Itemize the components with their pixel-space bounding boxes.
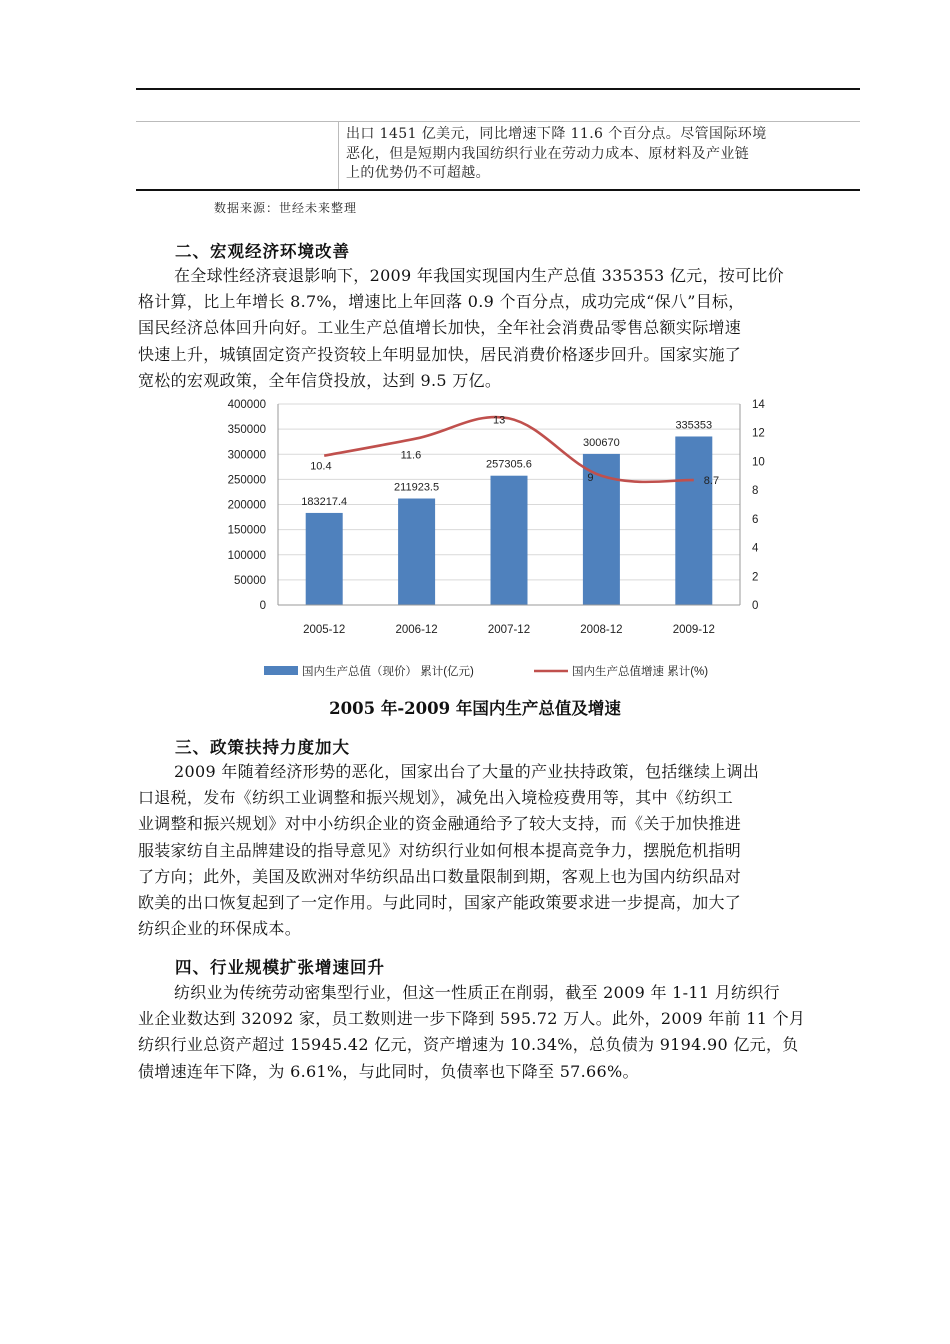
bar-value-label: 335353 bbox=[675, 419, 713, 432]
x-tick-label: 2007-12 bbox=[487, 624, 531, 636]
y-left-tick-label: 50000 bbox=[234, 574, 266, 587]
paragraph-line: 业调整和振兴规划》对中小纺织企业的资金融通给予了较大支持，而《关于加快推进 bbox=[138, 814, 742, 834]
chart-caption: 2005 年-2009 年国内生产总值及增速 bbox=[329, 699, 621, 718]
legend-bar-label: 国内生产总值（现价） 累计(亿元) bbox=[302, 666, 474, 678]
x-tick-label: 2008-12 bbox=[580, 624, 623, 636]
y-right-tick-label: 6 bbox=[752, 513, 759, 526]
paragraph-line: 业企业数达到 32092 家，员工数则进一步下降到 595.72 万人。此外，2009 年前 11 个月 bbox=[138, 1009, 806, 1029]
section-4-heading: 四、行业规模扩张增速回升 bbox=[175, 958, 385, 977]
section-4-paragraph bbox=[138, 980, 860, 1085]
table-column-divider bbox=[338, 122, 339, 189]
growth-line bbox=[324, 417, 694, 482]
chart-line-series bbox=[324, 417, 694, 482]
paragraph-line: 纺织行业总资产超过 15945.42 亿元，资产增速为 10.34%，总负债为 9194.90 亿元，负 bbox=[138, 1035, 799, 1055]
bar bbox=[306, 513, 343, 605]
line-value-label: 9 bbox=[587, 471, 594, 484]
y-right-tick-label: 10 bbox=[752, 456, 765, 469]
source-note: 数据来源：世经未来整理 bbox=[214, 201, 358, 215]
section-3-heading: 三、政策扶持力度加大 bbox=[175, 738, 350, 757]
x-tick-label: 2005-12 bbox=[303, 624, 346, 636]
y-left-tick-label: 200000 bbox=[227, 499, 266, 512]
y-left-tick-label: 150000 bbox=[227, 524, 266, 537]
line-value-label: 13 bbox=[493, 414, 506, 427]
legend-line-label: 国内生产总值增速 累计(%) bbox=[572, 666, 709, 678]
bar bbox=[398, 499, 435, 605]
y-right-tick-label: 2 bbox=[752, 571, 759, 584]
y-right-tick-label: 8 bbox=[752, 485, 759, 498]
legend-bar-swatch bbox=[264, 666, 298, 675]
paragraph-line: 国民经济总体回升向好。工业生产总值增长加快，全年社会消费品零售总额实际增速 bbox=[138, 318, 742, 338]
y-right-tick-label: 12 bbox=[752, 427, 765, 440]
paragraph-line: 欧美的出口恢复起到了一定作用。与此同时，国家产能政策要求进一步提高，加大了 bbox=[138, 893, 742, 913]
section-3-paragraph bbox=[138, 759, 860, 942]
x-tick-label: 2006-12 bbox=[395, 624, 438, 636]
y-left-tick-label: 250000 bbox=[227, 474, 266, 487]
table-cell-line: 出口 1451 亿美元，同比增速下降 11.6 个百分点。尽管国际环境 bbox=[346, 126, 767, 142]
paragraph-line: 服装家纺自主品牌建设的指导意见》对纺织行业如何根本提高竞争力，摆脱危机指明 bbox=[138, 840, 742, 860]
paragraph-line: 格计算，比上年增长 8.7%，增速比上年回落 0.9 个百分点，成功完成“保八”目标， bbox=[138, 292, 745, 312]
paragraph-line: 纺织企业的环保成本。 bbox=[138, 919, 302, 939]
bar-value-label: 183217.4 bbox=[301, 495, 348, 508]
paragraph-line: 在全球性经济衰退影响下，2009 年我国实现国内生产总值 335353 亿元，按可比价 bbox=[174, 266, 784, 285]
paragraph-line: 快速上升，城镇固定资产投资较上年明显加快，居民消费价格逐步回升。国家实施了 bbox=[138, 344, 742, 364]
bar-value-label: 211923.5 bbox=[394, 481, 440, 494]
y-left-tick-label: 350000 bbox=[227, 424, 266, 437]
y-right-tick-label: 4 bbox=[752, 542, 759, 555]
section-2-heading: 二、宏观经济环境改善 bbox=[175, 242, 350, 261]
paragraph-line: 口退税，发布《纺织工业调整和振兴规划》，减免出入境检疫费用等，其中《纺织工 bbox=[138, 788, 734, 808]
section-2-paragraph bbox=[138, 263, 860, 394]
header-rule bbox=[136, 88, 860, 90]
x-tick-label: 2009-12 bbox=[672, 624, 715, 636]
bar bbox=[675, 436, 712, 605]
paragraph-line: 债增速连年下降，为 6.61%，与此同时，负债率也下降至 57.66%。 bbox=[138, 1061, 639, 1081]
y-left-tick-label: 400000 bbox=[227, 399, 266, 411]
line-value-label: 11.6 bbox=[400, 449, 422, 462]
gdp-chart bbox=[136, 388, 776, 688]
chart-legend bbox=[264, 664, 708, 678]
y-left-tick-label: 0 bbox=[259, 600, 266, 612]
paragraph-line: 2009 年随着经济形势的恶化，国家出台了大量的产业扶持政策，包括继续上调出 bbox=[174, 762, 760, 781]
bar-value-label: 257305.6 bbox=[486, 458, 532, 471]
bar-value-label: 300670 bbox=[583, 436, 620, 449]
table-cell-line: 上的优势仍不可超越。 bbox=[346, 165, 490, 181]
y-left-tick-label: 300000 bbox=[227, 449, 266, 462]
y-right-tick-label: 14 bbox=[752, 399, 765, 411]
paragraph-line: 了方向；此外，美国及欧洲对华纺织品出口数量限制到期，客观上也为国内纺织品对 bbox=[138, 866, 742, 886]
table-cell-line: 恶化，但是短期内我国纺织行业在劳动力成本、原材料及产业链 bbox=[346, 145, 750, 162]
summary-table bbox=[136, 121, 860, 191]
paragraph-line: 宽松的宏观政策，全年信贷投放，达到 9.5 万亿。 bbox=[138, 370, 502, 390]
bar bbox=[491, 476, 528, 605]
y-right-tick-label: 0 bbox=[752, 600, 759, 612]
line-value-label: 8.7 bbox=[703, 475, 720, 488]
y-left-tick-label: 100000 bbox=[227, 549, 266, 562]
line-value-label: 10.4 bbox=[310, 460, 332, 473]
table-cell bbox=[346, 125, 846, 184]
paragraph-line: 纺织业为传统劳动密集型行业，但这一性质正在削弱，截至 2009 年 1-11 月纺织行 bbox=[174, 983, 780, 1002]
